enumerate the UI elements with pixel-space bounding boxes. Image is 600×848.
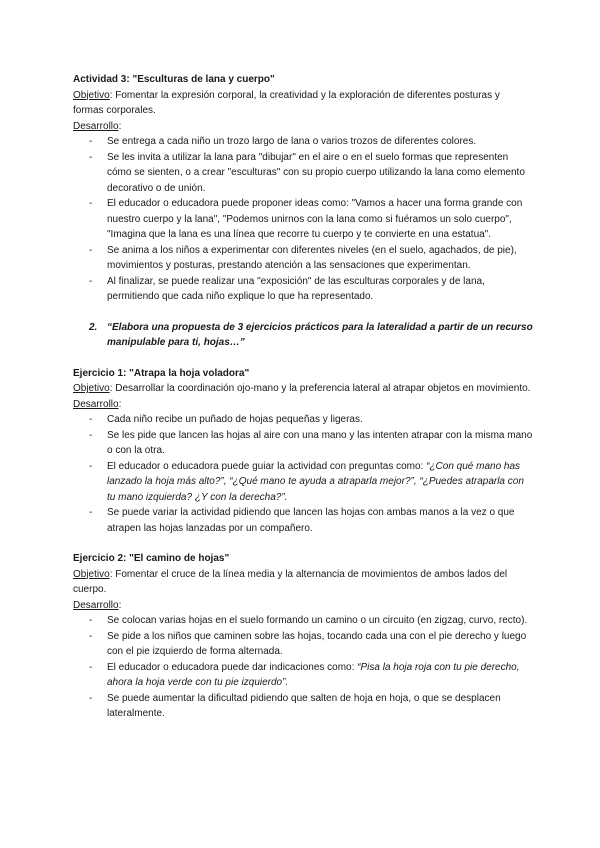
- objective-text: : Fomentar el cruce de la línea media y la alternancia de movimientos de ambos lados del cuerpo.: [73, 568, 508, 595]
- list-item: - Se entrega a cada niño un trozo largo de lana o varios trozos de diferentes colores.: [73, 134, 533, 150]
- activity3-development-heading: Desarrollo:: [73, 120, 122, 132]
- objective-text: : Desarrollar la coordinación ojo-mano y la preferencia lateral al atrapar objetos en movimiento.: [109, 383, 531, 394]
- objective-text: : Fomentar la expresión corporal, la creatividad y la exploración de diferentes posturas y formas corporales.: [73, 89, 500, 116]
- task-text: “Elabora una propuesta de 3 ejercicios prácticos para la lateralidad a partir de un recurso manipulable para ti, hojas…”: [107, 321, 533, 348]
- exercise1-title: Ejercicio 1: "Atrapa la hoja voladora": [73, 367, 250, 379]
- activity3-list: [73, 134, 533, 305]
- task-number: 2.: [89, 321, 98, 333]
- activity3-objective: [73, 88, 533, 119]
- list-item: - Se pide a los niños que caminen sobre las hojas, tocando cada una con el pie derecho y luego con el pie izquierdo de forma alternada.: [73, 629, 533, 660]
- list-item: - Se les pide que lancen las hojas al aire con una mano y las intenten atrapar con la misma mano o con la otra.: [73, 428, 533, 459]
- objective-label: Objetivo: [73, 568, 110, 580]
- exercise2-development-heading: Desarrollo:: [73, 599, 122, 611]
- list-item: - El educador o educadora puede proponer ideas como: "Vamos a hacer una forma grande con nuestro cuerpo y la lana", "Podemos unirnos con la lana como si fuéramos un solo cuerpo", "Imagina que la lana es una línea que recorre tu cuerpo y te convierte en una estatua".: [73, 196, 533, 243]
- task-2: [73, 320, 533, 351]
- development-label: Desarrollo: [73, 398, 119, 410]
- item-text: El educador o educadora puede guiar la actividad con preguntas como:: [107, 460, 427, 472]
- exercise1-list: [73, 412, 533, 536]
- objective-label: Objetivo: [73, 89, 110, 101]
- exercise2-list: [73, 613, 533, 722]
- list-item: [73, 459, 533, 506]
- exercise1-development-heading: Desarrollo:: [73, 398, 122, 410]
- item-quote: “Pisa la hoja roja con tu pie derecho, ahora la hoja verde con tu pie izquierdo”.: [107, 661, 520, 688]
- list-item: - Se anima a los niños a experimentar con diferentes niveles (en el suelo, agachados, de pie), movimientos y posturas, prestando atención a las sensaciones que experimentan.: [73, 243, 533, 274]
- list-item: - Se puede variar la actividad pidiendo que lancen las hojas con ambas manos a la vez o que atrapen las hojas lanzadas por un compañero.: [73, 505, 533, 536]
- list-item: - Se colocan varias hojas en el suelo formando un camino o un circuito (en zigzag, curvo, recto).: [73, 613, 533, 629]
- exercise1-objective: [73, 381, 533, 397]
- list-item: [73, 660, 533, 691]
- document-page: [73, 72, 533, 722]
- objective-label: Objetivo: [73, 383, 110, 394]
- item-text: El educador o educadora puede dar indicaciones como:: [107, 661, 358, 673]
- exercise2-title: Ejercicio 2: "El camino de hojas": [73, 553, 230, 564]
- exercise2-objective: [73, 567, 533, 598]
- list-item: - Cada niño recibe un puñado de hojas pequeñas y ligeras.: [73, 412, 533, 428]
- activity3-title: Actividad 3: "Esculturas de lana y cuerpo": [73, 74, 275, 85]
- item-quote: “¿Con qué mano has lanzado la hoja más alto?”, “¿Qué mano te ayuda a atraparla mejor?”, “¿Puedes atraparla con tu mano izquierda? ¿Y con la derecha?”.: [107, 460, 524, 503]
- list-item: - Al finalizar, se puede realizar una "exposición" de las esculturas corporales y de lana, permitiendo que cada niño explique lo que ha representado.: [73, 274, 533, 305]
- development-label: Desarrollo: [73, 120, 119, 132]
- list-item: - Se puede aumentar la dificultad pidiendo que salten de hoja en hoja, o que se desplacen lateralmente.: [73, 691, 533, 722]
- list-item: - Se les invita a utilizar la lana para "dibujar" en el aire o en el suelo formas que representen cómo se sienten, o a crear "esculturas" con su propio cuerpo utilizando la lana como elemento decorativo o de unión.: [73, 150, 533, 197]
- development-label: Desarrollo: [73, 599, 119, 611]
